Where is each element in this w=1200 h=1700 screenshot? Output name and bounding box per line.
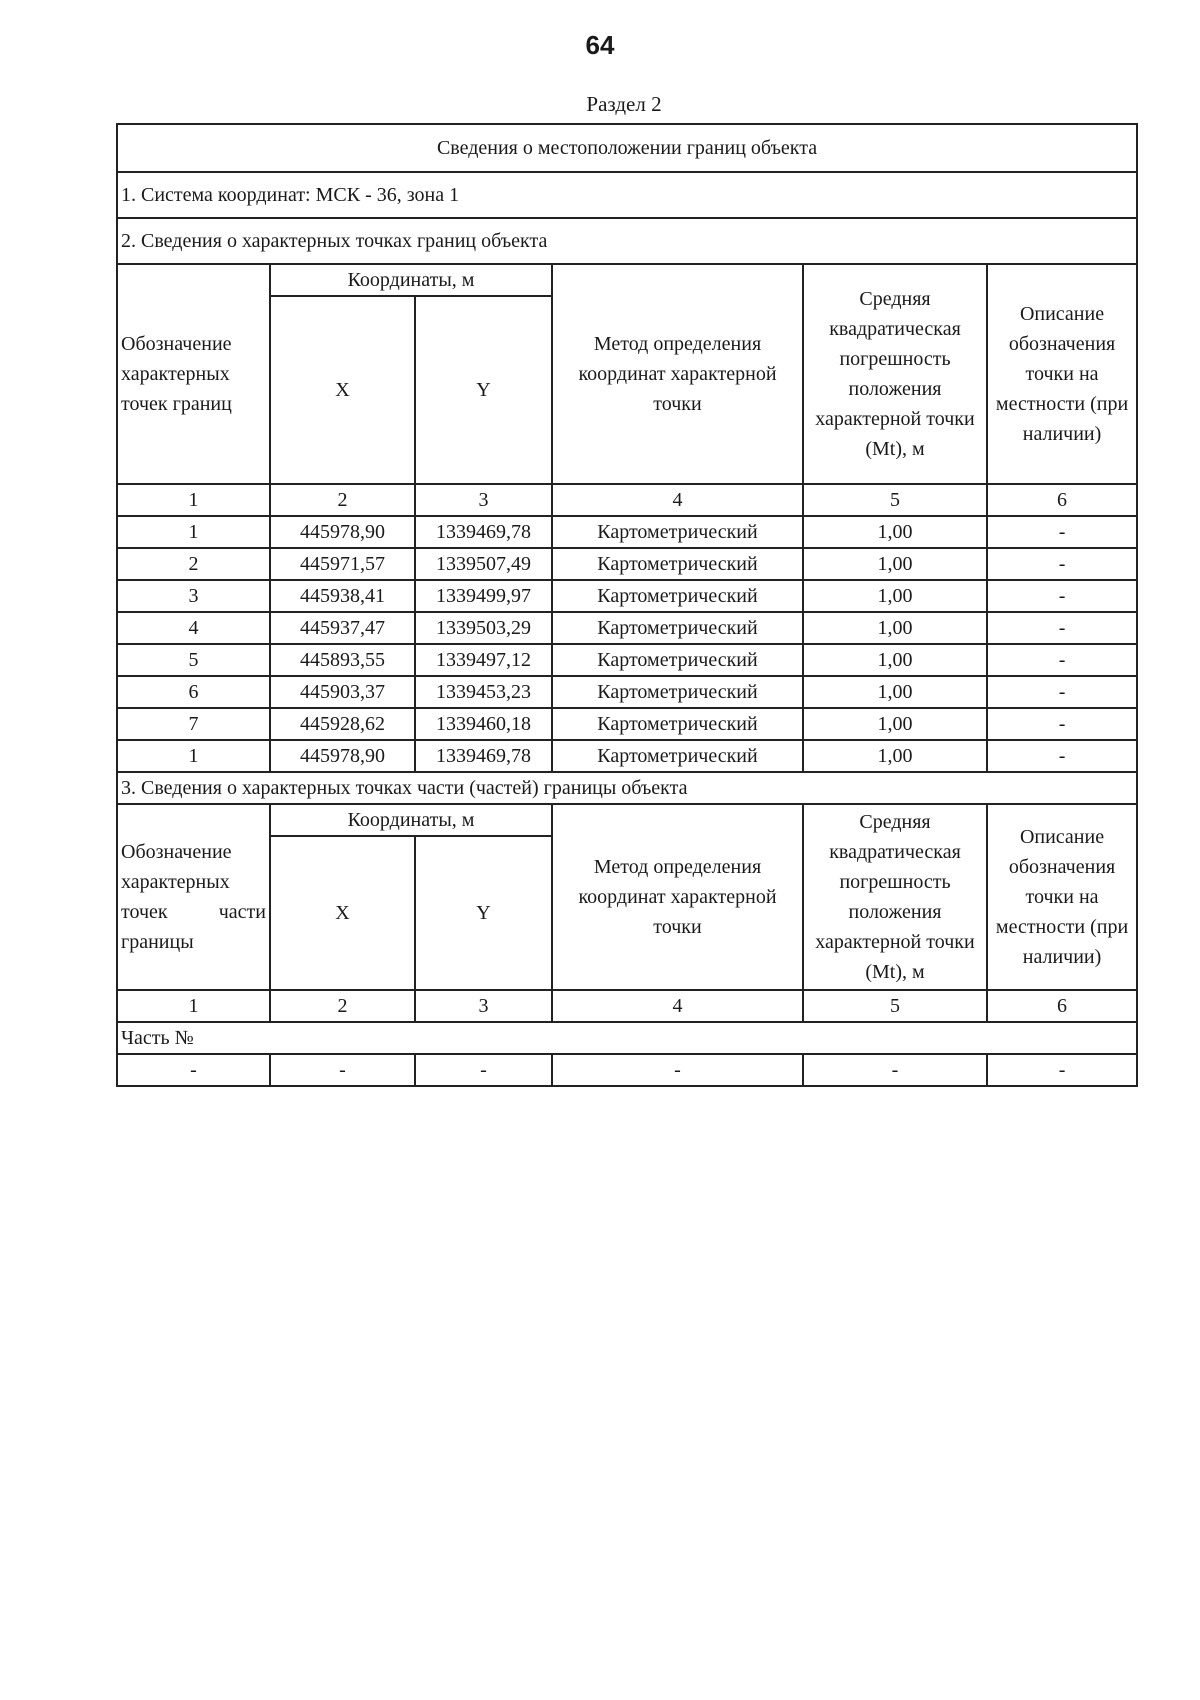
- accuracy: 1,00: [803, 740, 987, 772]
- coord-y: -: [415, 1054, 552, 1086]
- accuracy: 1,00: [803, 516, 987, 548]
- coord-y: 1339507,49: [415, 548, 552, 580]
- method: Картометрический: [552, 516, 803, 548]
- description: -: [987, 516, 1137, 548]
- header-description: Описание обозначения точки на местности (при наличии): [987, 804, 1137, 990]
- column-number: 2: [270, 484, 415, 516]
- accuracy: 1,00: [803, 708, 987, 740]
- header-y: Y: [415, 836, 552, 990]
- description: -: [987, 740, 1137, 772]
- section-label: Раздел 2: [586, 92, 662, 116]
- header-accuracy: Средняя квадратическая погрешность положения характерной точки (Mt), м: [803, 804, 987, 990]
- column-number: 2: [270, 990, 415, 1022]
- table-row: [117, 548, 1137, 580]
- accuracy: -: [803, 1054, 987, 1086]
- column-number: 6: [987, 990, 1137, 1022]
- table-row: [117, 612, 1137, 644]
- coord-y: 1339503,29: [415, 612, 552, 644]
- coord-x: 445928,62: [270, 708, 415, 740]
- coord-x: 445938,41: [270, 580, 415, 612]
- header-designation: Обозначение характерных точек части границы: [117, 804, 270, 990]
- coord-x: 445978,90: [270, 516, 415, 548]
- column-number: 4: [552, 484, 803, 516]
- table-row: [117, 1054, 1137, 1086]
- coord-x: 445937,47: [270, 612, 415, 644]
- coord-x: 445903,37: [270, 676, 415, 708]
- boundary-table: [116, 123, 1138, 1087]
- column-number: 5: [803, 990, 987, 1022]
- coord-system-row: [117, 172, 1137, 218]
- column-number: 5: [803, 484, 987, 516]
- accuracy: 1,00: [803, 612, 987, 644]
- coord-y: 1339469,78: [415, 740, 552, 772]
- header-coordinates: Координаты, м: [270, 264, 552, 296]
- header-x: X: [270, 836, 415, 990]
- column-number: 4: [552, 990, 803, 1022]
- method: Картометрический: [552, 580, 803, 612]
- section3-header-row: [117, 804, 1137, 836]
- column-number: 3: [415, 990, 552, 1022]
- method: -: [552, 1054, 803, 1086]
- part-label: Часть №: [117, 1022, 1137, 1054]
- method: Картометрический: [552, 644, 803, 676]
- column-number: 6: [987, 484, 1137, 516]
- coord-x: 445893,55: [270, 644, 415, 676]
- table-row: [117, 516, 1137, 548]
- table-row: [117, 644, 1137, 676]
- header-y: Y: [415, 296, 552, 484]
- coord-x: 445978,90: [270, 740, 415, 772]
- coord-x: 445971,57: [270, 548, 415, 580]
- table-row: [117, 580, 1137, 612]
- method: Картометрический: [552, 612, 803, 644]
- column-number-row: [117, 990, 1137, 1022]
- description: -: [987, 644, 1137, 676]
- method: Картометрический: [552, 740, 803, 772]
- point-number: 3: [117, 580, 270, 612]
- header-designation: Обозначение характерных точек границ: [117, 264, 270, 484]
- section3-title-row: [117, 772, 1137, 804]
- description: -: [987, 580, 1137, 612]
- header-method: Метод определения координат характерной точки: [552, 804, 803, 990]
- description: -: [987, 676, 1137, 708]
- header-coordinates: Координаты, м: [270, 804, 552, 836]
- column-number: 3: [415, 484, 552, 516]
- accuracy: 1,00: [803, 548, 987, 580]
- section2-title: 2. Сведения о характерных точках границ объекта: [117, 218, 1137, 264]
- accuracy: 1,00: [803, 676, 987, 708]
- section3-title: 3. Сведения о характерных точках части (частей) границы объекта: [117, 772, 1137, 804]
- method: Картометрический: [552, 548, 803, 580]
- point-number: 4: [117, 612, 270, 644]
- section2-title-row: [117, 218, 1137, 264]
- coord-y: 1339469,78: [415, 516, 552, 548]
- description: -: [987, 1054, 1137, 1086]
- header-method: Метод определения координат характерной точки: [552, 264, 803, 484]
- accuracy: 1,00: [803, 580, 987, 612]
- point-number: 1: [117, 516, 270, 548]
- description: -: [987, 708, 1137, 740]
- page-number: 64: [585, 30, 615, 60]
- table-row: [117, 708, 1137, 740]
- table-title-row: [117, 124, 1137, 172]
- point-number: 2: [117, 548, 270, 580]
- description: -: [987, 548, 1137, 580]
- column-number-row: [117, 484, 1137, 516]
- coord-x: -: [270, 1054, 415, 1086]
- table-row: [117, 740, 1137, 772]
- point-number: 5: [117, 644, 270, 676]
- method: Картометрический: [552, 708, 803, 740]
- header-description: Описание обозначения точки на местности (при наличии): [987, 264, 1137, 484]
- coord-y: 1339497,12: [415, 644, 552, 676]
- column-number: 1: [117, 990, 270, 1022]
- coord-system: 1. Система координат: МСК - 36, зона 1: [117, 172, 1137, 218]
- coord-y: 1339453,23: [415, 676, 552, 708]
- point-number: 6: [117, 676, 270, 708]
- column-number: 1: [117, 484, 270, 516]
- header-accuracy: Средняя квадратическая погрешность положения характерной точки (Mt), м: [803, 264, 987, 484]
- description: -: [987, 612, 1137, 644]
- point-number: 7: [117, 708, 270, 740]
- coord-y: 1339460,18: [415, 708, 552, 740]
- accuracy: 1,00: [803, 644, 987, 676]
- part-row: [117, 1022, 1137, 1054]
- header-x: X: [270, 296, 415, 484]
- point-number: -: [117, 1054, 270, 1086]
- table-title: Сведения о местоположении границ объекта: [117, 124, 1137, 172]
- table-row: [117, 676, 1137, 708]
- coord-y: 1339499,97: [415, 580, 552, 612]
- method: Картометрический: [552, 676, 803, 708]
- section2-header-row: [117, 264, 1137, 296]
- point-number: 1: [117, 740, 270, 772]
